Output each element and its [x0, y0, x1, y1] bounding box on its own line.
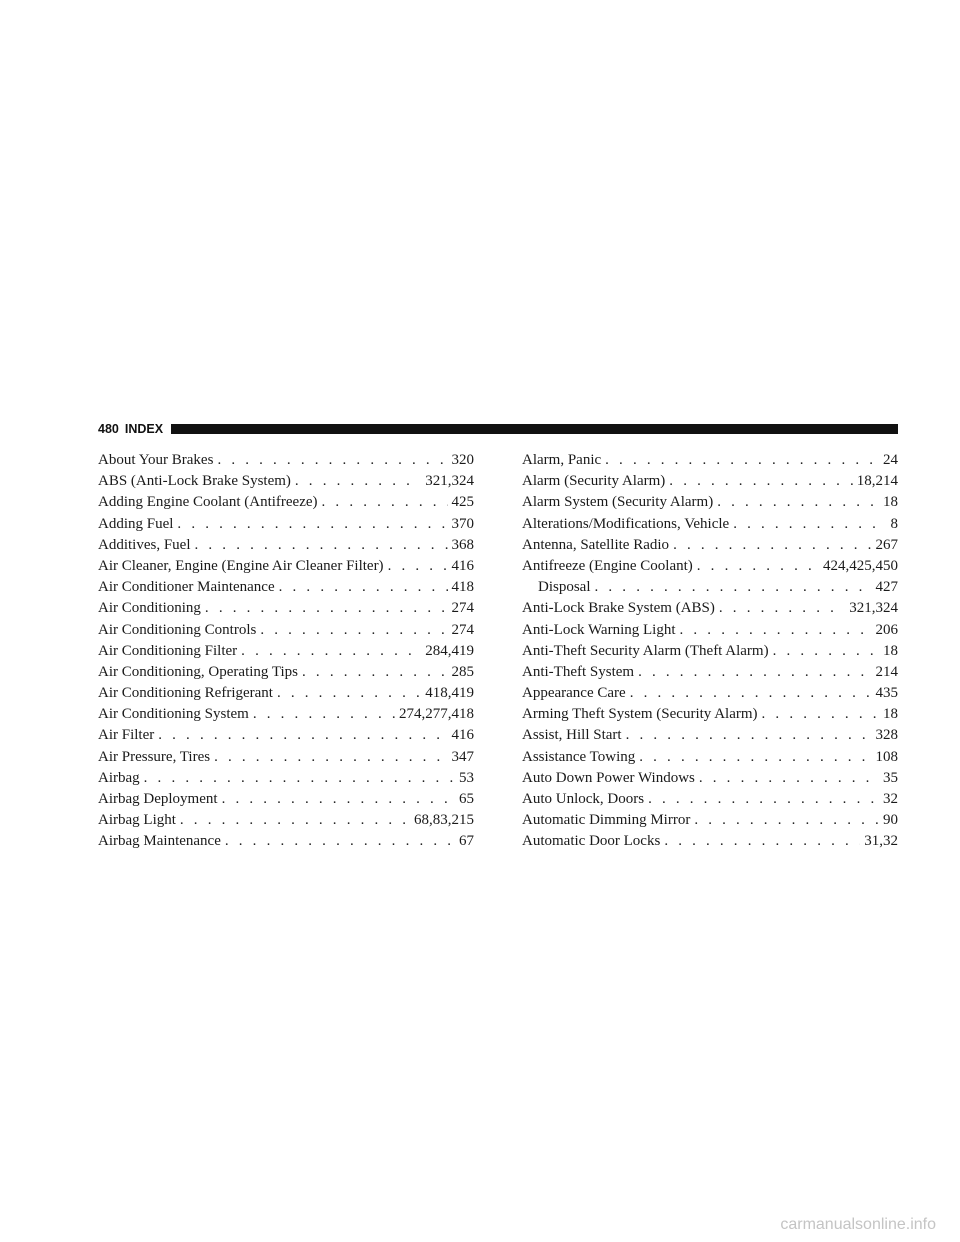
dot-leader: [260, 620, 447, 641]
index-term: Antifreeze (Engine Coolant): [522, 557, 693, 574]
dot-leader: [214, 747, 447, 768]
dot-leader: [697, 556, 819, 577]
index-term: Airbag Maintenance: [98, 833, 221, 850]
index-pages: 267: [875, 536, 898, 553]
index-term: Air Conditioning System: [98, 706, 249, 723]
dot-leader: [195, 535, 448, 556]
index-pages: 368: [451, 536, 474, 553]
dot-leader: [302, 662, 447, 683]
index-entry: [522, 683, 898, 704]
index-pages: 24: [883, 452, 898, 468]
index-term: ABS (Anti-Lock Brake System): [98, 473, 291, 490]
dot-leader: [180, 810, 410, 831]
index-entry: [522, 810, 898, 831]
index-entry: [98, 662, 474, 683]
index-term: Airbag Deployment: [98, 791, 218, 807]
index-entry: [522, 514, 898, 535]
index-term: Arming Theft System (Security Alarm): [522, 706, 758, 723]
dot-leader: [605, 450, 879, 471]
index-entry: [522, 598, 898, 619]
dot-leader: [717, 492, 879, 513]
index-term: Auto Down Power Windows: [522, 769, 695, 786]
page-header: [98, 420, 898, 438]
index-term: Alarm System (Security Alarm): [522, 494, 714, 511]
dot-leader: [241, 641, 421, 662]
dot-leader: [205, 598, 448, 619]
dot-leader: [762, 704, 879, 725]
index-term: Antenna, Satellite Radio: [522, 536, 670, 553]
index-term: Automatic Door Locks: [522, 833, 661, 850]
index-entry: [522, 450, 898, 471]
index-term: Anti-Lock Brake System (ABS): [522, 600, 715, 617]
index-term: Anti-Lock Warning Light: [522, 621, 676, 638]
index-entry: [522, 725, 898, 746]
index-entry: [522, 620, 898, 641]
index-pages: 18: [883, 642, 898, 659]
index-entry: [522, 789, 898, 810]
index-term: Air Filter: [98, 727, 155, 744]
index-pages: 427: [875, 579, 898, 596]
index-pages: 108: [875, 748, 898, 765]
index-entry: [98, 471, 474, 492]
index-pages: 32: [883, 791, 898, 807]
index-entry: [98, 747, 474, 768]
dot-leader: [773, 641, 879, 662]
dot-leader: [626, 725, 872, 746]
dot-leader: [388, 556, 448, 577]
index-entry: [98, 725, 474, 746]
index-term: Airbag: [98, 769, 140, 786]
index-term: Air Conditioning Filter: [98, 642, 238, 659]
index-entry: [98, 683, 474, 704]
index-entry: [522, 535, 898, 556]
dot-leader: [217, 450, 447, 471]
index-pages: 416: [451, 727, 474, 744]
index-pages: 8: [890, 515, 898, 532]
index-term: Appearance Care: [522, 685, 626, 702]
index-column-left: [98, 450, 474, 853]
index-entry: [98, 810, 474, 831]
index-pages: 418: [451, 579, 474, 596]
index-entry: [98, 450, 474, 471]
dot-leader: [295, 471, 421, 492]
dot-leader: [673, 535, 871, 556]
dot-leader: [158, 725, 447, 746]
index-entry: [98, 789, 474, 810]
index-pages: 321,324: [425, 473, 474, 490]
index-term: Air Cleaner, Engine (Engine Air Cleaner Filter): [98, 557, 384, 574]
index-pages: 320: [451, 452, 474, 468]
index-term: Assistance Towing: [522, 748, 636, 765]
dot-leader: [144, 768, 455, 789]
index-term: Air Conditioner Maintenance: [98, 579, 275, 596]
index-term: Automatic Dimming Mirror: [522, 812, 691, 829]
index-pages: 274: [451, 621, 474, 638]
index-term: Anti-Theft Security Alarm (Theft Alarm): [522, 642, 769, 659]
dot-leader: [177, 514, 447, 535]
index-entry: [522, 768, 898, 789]
index-entry: [98, 577, 474, 598]
index-term: About Your Brakes: [98, 452, 214, 468]
page-number: 480: [98, 422, 119, 436]
dot-leader: [680, 620, 872, 641]
index-pages: 35: [883, 769, 898, 786]
index-term: Adding Fuel: [98, 515, 174, 532]
index-entry: [98, 514, 474, 535]
index-entry: [522, 577, 898, 598]
index-term: Anti-Theft System: [522, 663, 635, 680]
index-entry: [98, 704, 474, 725]
index-pages: 68,83,215: [414, 812, 474, 829]
index-pages: 18,214: [856, 473, 898, 490]
index-column-right: [522, 450, 898, 853]
index-term: Alterations/Modifications, Vehicle: [522, 515, 730, 532]
index-term: Auto Unlock, Doors: [522, 791, 645, 807]
index-pages: 18: [883, 706, 898, 723]
index-entry: [98, 492, 474, 513]
index-entry: [98, 556, 474, 577]
index-entry: [522, 662, 898, 683]
index-pages: 65: [459, 791, 474, 807]
index-pages: 435: [875, 685, 898, 702]
index-term: Alarm, Panic: [522, 452, 602, 468]
index-term: Air Conditioning, Operating Tips: [98, 663, 299, 680]
index-term: Airbag Light: [98, 812, 176, 829]
index-pages: 67: [459, 833, 474, 850]
dot-leader: [669, 471, 852, 492]
dot-leader: [279, 577, 448, 598]
index-term: Air Conditioning Refrigerant: [98, 685, 273, 702]
index-entry: [98, 620, 474, 641]
index-pages: 274: [451, 600, 474, 617]
index-term: Air Conditioning: [98, 600, 201, 617]
index-entry: [522, 641, 898, 662]
index-entry: [98, 768, 474, 789]
index-term: Disposal: [538, 579, 591, 596]
dot-leader: [630, 683, 872, 704]
index-term: Air Conditioning Controls: [98, 621, 257, 638]
dot-leader: [225, 831, 455, 852]
index-entry: [98, 641, 474, 662]
dot-leader: [699, 768, 879, 789]
watermark: carmanualsonline.info: [780, 1216, 936, 1233]
dot-leader: [322, 492, 448, 513]
index-pages: 328: [875, 727, 898, 744]
index-pages: 31,32: [864, 833, 898, 850]
dot-leader: [733, 514, 886, 535]
dot-leader: [648, 789, 879, 810]
index-pages: 18: [883, 494, 898, 511]
index-entry: [522, 492, 898, 513]
dot-leader: [638, 662, 871, 683]
index-pages: 416: [451, 557, 474, 574]
index-pages: 274,277,418: [399, 706, 474, 723]
dot-leader: [639, 747, 871, 768]
index-pages: 425: [451, 494, 474, 511]
index-entry: [522, 747, 898, 768]
index-pages: 321,324: [849, 600, 898, 617]
index-term: Adding Engine Coolant (Antifreeze): [98, 494, 318, 511]
index-term: Assist, Hill Start: [522, 727, 622, 744]
index-pages: 347: [451, 748, 474, 765]
index-term: Alarm (Security Alarm): [522, 473, 666, 490]
index-entry: [98, 535, 474, 556]
index-pages: 284,419: [425, 642, 474, 659]
index-entry: [522, 704, 898, 725]
header-rule: [171, 424, 898, 434]
index-pages: 214: [875, 663, 898, 680]
index-pages: 285: [451, 663, 474, 680]
section-title: INDEX: [124, 422, 164, 436]
index-pages: 53: [459, 769, 474, 786]
index-pages: 418,419: [425, 685, 474, 702]
index-term: Additives, Fuel: [98, 536, 191, 553]
index-entry: [98, 598, 474, 619]
index-pages: 90: [883, 812, 898, 829]
index-entry: [522, 471, 898, 492]
index-pages: 206: [875, 621, 898, 638]
dot-leader: [277, 683, 421, 704]
dot-leader: [719, 598, 845, 619]
dot-leader: [222, 789, 455, 810]
index-pages: 424,425,450: [823, 557, 898, 574]
index-pages: 370: [451, 515, 474, 532]
dot-leader: [595, 577, 872, 598]
index-entry: [522, 556, 898, 577]
index-term: Air Pressure, Tires: [98, 748, 211, 765]
dot-leader: [694, 810, 879, 831]
index-entry: [98, 831, 474, 852]
dot-leader: [664, 831, 860, 852]
dot-leader: [253, 704, 395, 725]
index-entry: [522, 831, 898, 852]
